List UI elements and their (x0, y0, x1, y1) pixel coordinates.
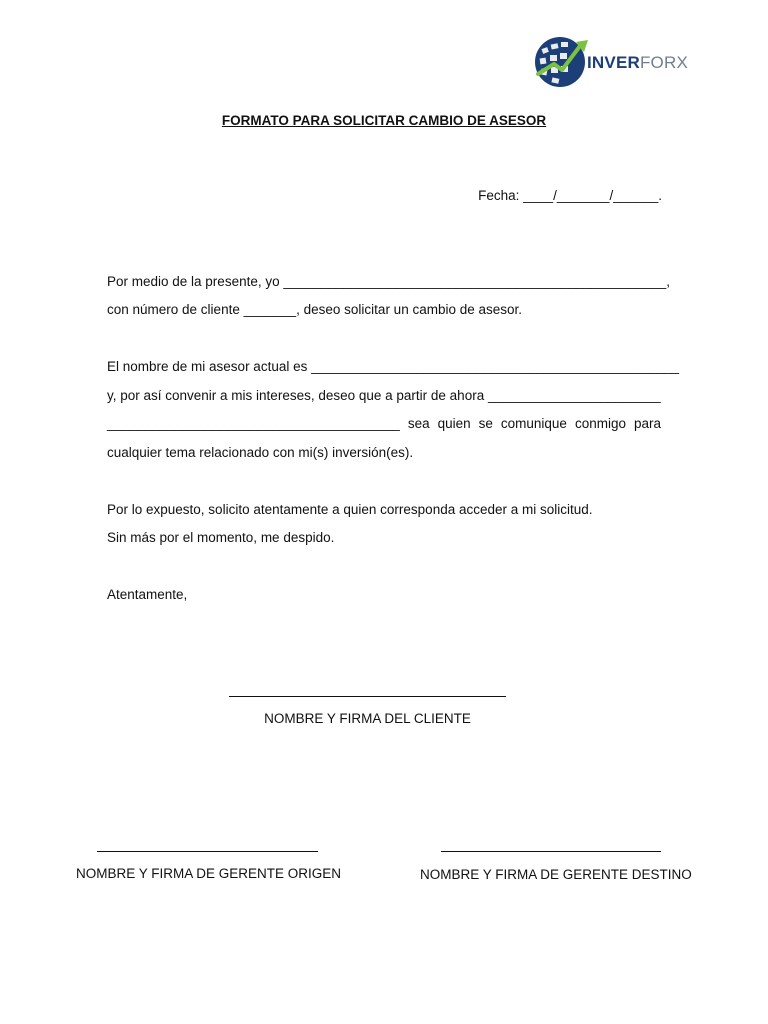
logo-brand-part2: FORX (639, 53, 688, 72)
paragraph3-line1: Por lo expuesto, solicito atentamente a quien corresponda acceder a mi solicitud. (107, 502, 593, 517)
paragraph2-line3: _______________________________________ sea quien se comunique conmigo para (107, 416, 661, 431)
paragraph1-line2: con número de cliente _______, deseo solicitar un cambio de asesor. (107, 302, 523, 317)
origin-manager-signature-label: NOMBRE Y FIRMA DE GERENTE ORIGEN (76, 866, 342, 881)
paragraph2-line2: y, por así convenir a mis intereses, deseo que a partir de ahora _______________________ (107, 388, 661, 403)
closing-text: Atentamente, (107, 587, 188, 602)
paragraph1-line1: Por medio de la presente, yo ___________________________________________________, (107, 274, 671, 289)
origin-manager-signature-line (97, 851, 318, 852)
globe-with-arrow-icon (532, 34, 592, 90)
paragraph2-line4: cualquier tema relacionado con mi(s) inversión(es). (107, 445, 414, 460)
client-signature-label: NOMBRE Y FIRMA DEL CLIENTE (264, 711, 471, 726)
logo-brand-part1: INVER (587, 53, 640, 72)
destination-manager-signature-label: NOMBRE Y FIRMA DE GERENTE DESTINO (420, 867, 692, 882)
logo-wordmark (587, 53, 688, 73)
paragraph2-line1: El nombre de mi asesor actual es _________________________________________________ (107, 359, 679, 374)
destination-manager-signature-line (441, 851, 661, 852)
client-signature-line (229, 696, 506, 697)
paragraph3-line2: Sin más por el momento, me despido. (107, 530, 335, 545)
date-field-line: Fecha: ____/_______/______. (478, 188, 662, 203)
document-title: FORMATO PARA SOLICITAR CAMBIO DE ASESOR (221, 113, 547, 128)
inverforx-logo (532, 34, 688, 90)
